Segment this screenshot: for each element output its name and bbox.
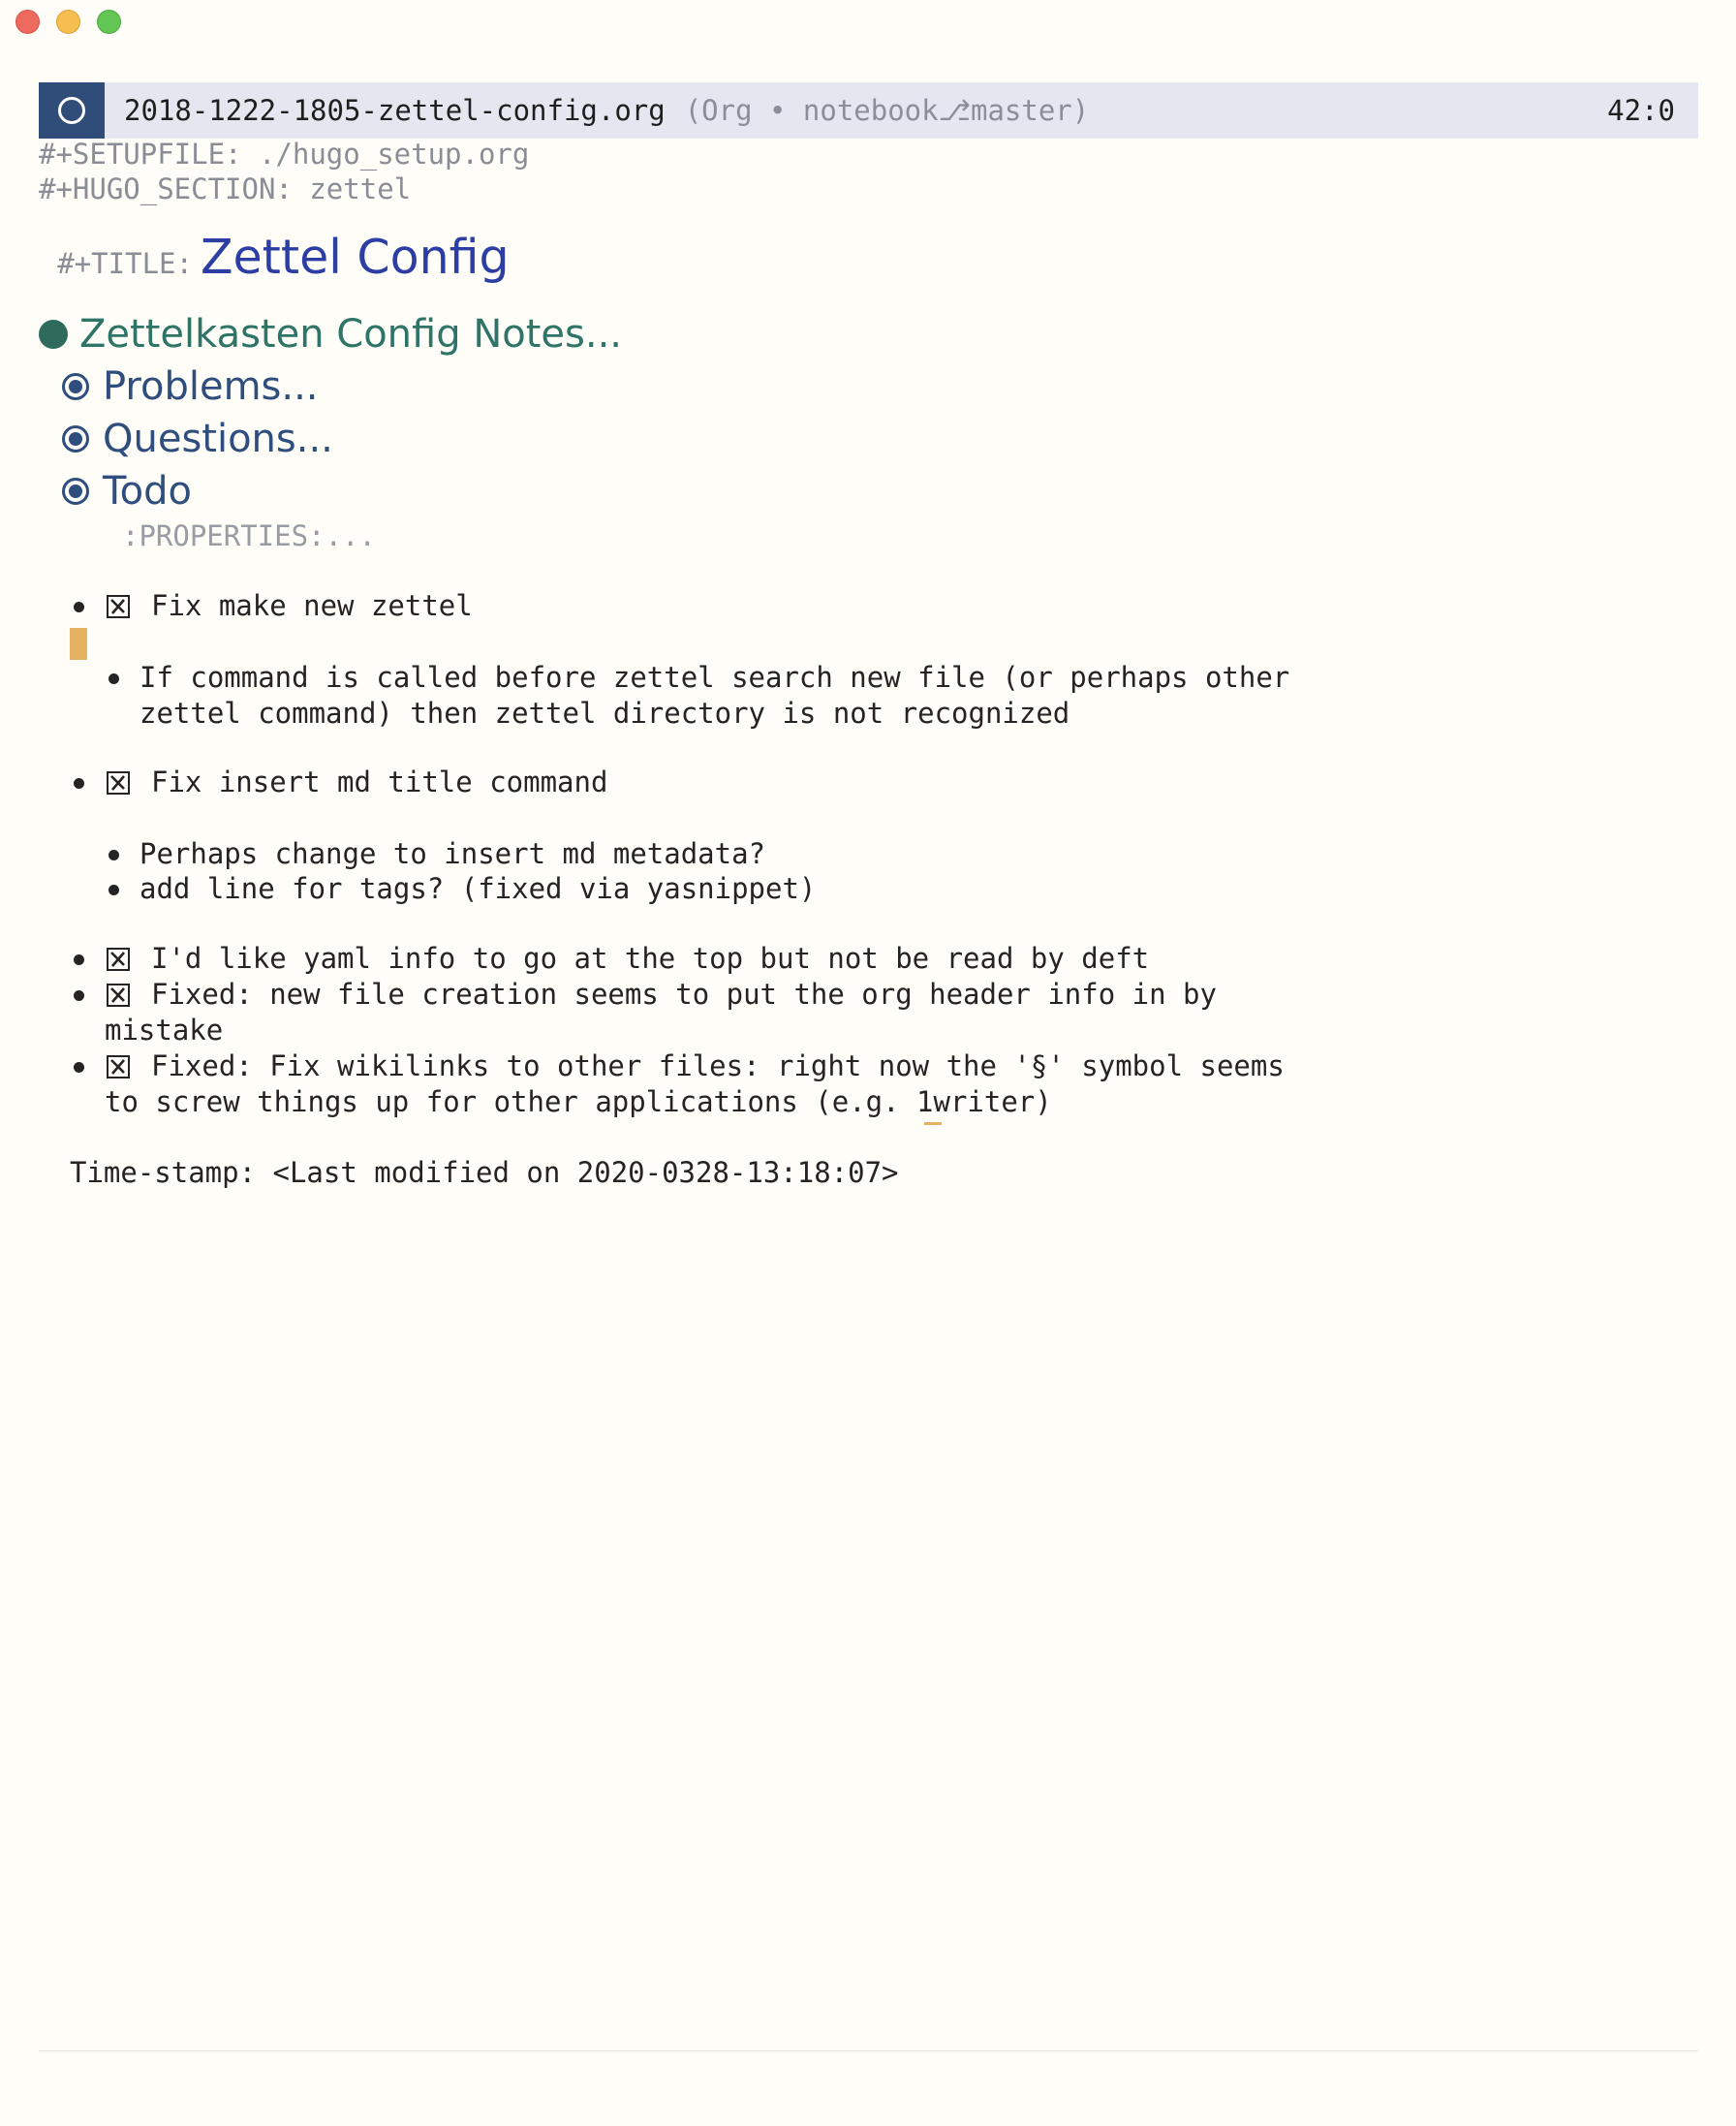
underscore-highlight: [924, 1122, 942, 1125]
list-bullet-icon: [74, 602, 84, 612]
mode-line: [39, 82, 1698, 139]
subheading-bullet-icon: [62, 478, 89, 505]
properties-drawer[interactable]: :PROPERTIES:...: [122, 519, 376, 552]
major-mode-vc-info: (Org • notebook⎇master): [684, 94, 1090, 127]
list-bullet-icon: [74, 990, 84, 1001]
window-divider: [39, 2050, 1698, 2051]
list-bullet-icon: [74, 778, 84, 789]
subheading-bullet-icon: [62, 373, 89, 400]
list-bullet-icon: [74, 954, 84, 965]
maximize-window-button[interactable]: [97, 10, 121, 34]
checkbox-checked-icon[interactable]: [107, 984, 130, 1007]
list-bullet-icon: [108, 850, 119, 860]
title-line: [39, 211, 510, 285]
checkbox-checked-icon[interactable]: [107, 771, 130, 795]
heading-text: Todo: [103, 469, 192, 514]
list-item-text: If command is called before zettel search new file (or perhaps other: [140, 661, 1290, 694]
todo-item-continuation: to screw things up for other applications (e.g. 1writer): [105, 1085, 1052, 1118]
todo-item-text: Fix make new zettel: [151, 589, 473, 622]
cursor-position: 42:0: [1607, 94, 1675, 127]
minimize-window-button[interactable]: [56, 10, 80, 34]
heading-zettelkasten-config-notes[interactable]: [39, 312, 622, 357]
heading-questions[interactable]: [62, 417, 333, 461]
list-item-text: zettel command) then zettel directory is not recognized: [140, 697, 1070, 730]
list-item-text: add line for tags? (fixed via yasnippet): [140, 872, 817, 905]
heading-bullet-icon: [39, 320, 68, 349]
heading-problems[interactable]: [62, 364, 319, 409]
document-title: Zettel Config: [200, 230, 510, 285]
list-bullet-icon: [108, 673, 119, 684]
buffer-state-icon: [39, 82, 105, 139]
heading-todo[interactable]: [62, 469, 192, 514]
heading-text: Questions...: [103, 417, 333, 461]
timestamp-line: Time-stamp: <Last modified on 2020-0328-13:18:07>: [70, 1156, 899, 1189]
hugo-section-keyword: #+HUGO_SECTION: zettel: [39, 172, 412, 205]
todo-item-text: Fixed: new file creation seems to put the org header info in by: [151, 978, 1217, 1011]
todo-item-continuation: mistake: [105, 1014, 224, 1047]
setupfile-keyword: #+SETUPFILE: ./hugo_setup.org: [39, 138, 530, 171]
title-keyword: #+TITLE:: [57, 247, 193, 280]
heading-text: Zettelkasten Config Notes...: [79, 312, 622, 357]
list-bullet-icon: [108, 885, 119, 895]
window-controls: [16, 10, 121, 34]
checkbox-checked-icon[interactable]: [107, 595, 130, 618]
close-window-button[interactable]: [16, 10, 40, 34]
heading-text: Problems...: [103, 364, 319, 409]
list-item-text: Perhaps change to insert md metadata?: [140, 837, 766, 870]
checkbox-checked-icon[interactable]: [107, 1055, 130, 1079]
list-bullet-icon: [74, 1062, 84, 1073]
text-cursor: [70, 628, 87, 660]
subheading-bullet-icon: [62, 425, 89, 453]
checkbox-checked-icon[interactable]: [107, 948, 130, 971]
todo-item-text: Fix insert md title command: [151, 766, 608, 798]
todo-item-text: I'd like yaml info to go at the top but not be read by deft: [151, 942, 1150, 975]
todo-item-text: Fixed: Fix wikilinks to other files: right now the '§' symbol seems: [151, 1049, 1285, 1082]
buffer-filename: 2018-1222-1805-zettel-config.org: [124, 94, 666, 127]
